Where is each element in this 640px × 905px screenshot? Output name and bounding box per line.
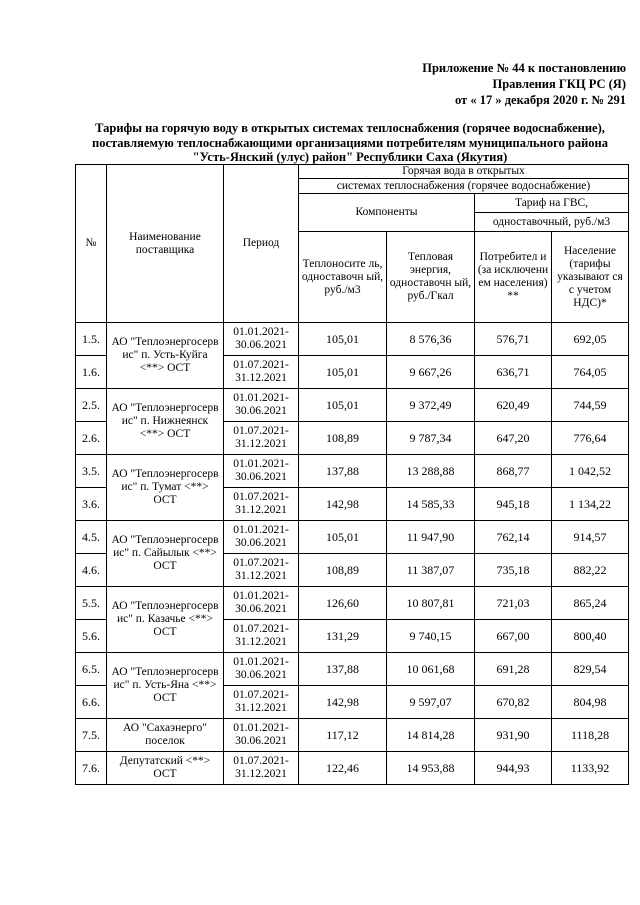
header-population: Население (тарифы указывают ся с учетом НДС)* (552, 232, 629, 323)
carrier-tariff: 105,01 (299, 389, 387, 422)
consumers-tariff: 721,03 (475, 587, 552, 620)
tariff-table (75, 164, 629, 785)
supplier-name: Депутатский <**> ОСТ (107, 752, 224, 785)
row-number: 7.6. (76, 752, 107, 785)
period: 01.07.2021- 31.12.2021 (224, 488, 299, 521)
supplier-name: АО "Теплоэнергосерв ис" п. Казачье <**> ОСТ (107, 587, 224, 653)
supplier-name: АО "Теплоэнергосерв ис" п. Усть-Куйга <**> ОСТ (107, 323, 224, 389)
carrier-tariff: 108,89 (299, 422, 387, 455)
consumers-tariff: 647,20 (475, 422, 552, 455)
document-title (60, 121, 640, 165)
table-row (76, 752, 629, 785)
energy-tariff: 14 814,28 (387, 719, 475, 752)
carrier-tariff: 137,88 (299, 455, 387, 488)
table-row (76, 521, 629, 554)
header-components: Компоненты (299, 194, 475, 232)
consumers-tariff: 620,49 (475, 389, 552, 422)
energy-tariff: 8 576,36 (387, 323, 475, 356)
header-supplier: Наименование поставщика (107, 165, 224, 323)
row-number: 5.5. (76, 587, 107, 620)
header-energy: Тепловая энергия, одноставочн ый, руб./Гкал (387, 232, 475, 323)
carrier-tariff: 105,01 (299, 356, 387, 389)
period: 01.07.2021- 31.12.2021 (224, 686, 299, 719)
header-period: Период (224, 165, 299, 323)
header-tariff-a: Тариф на ГВС, (475, 194, 629, 213)
population-tariff: 829,54 (552, 653, 629, 686)
population-tariff: 776,64 (552, 422, 629, 455)
row-number: 5.6. (76, 620, 107, 653)
period: 01.07.2021- 31.12.2021 (224, 356, 299, 389)
carrier-tariff: 131,29 (299, 620, 387, 653)
row-number: 2.6. (76, 422, 107, 455)
consumers-tariff: 944,93 (475, 752, 552, 785)
period: 01.07.2021- 31.12.2021 (224, 554, 299, 587)
carrier-tariff: 126,60 (299, 587, 387, 620)
table-row (76, 323, 629, 356)
row-number: 1.5. (76, 323, 107, 356)
supplier-name: АО "Теплоэнергосерв ис" п. Тумат <**> ОСТ (107, 455, 224, 521)
period: 01.01.2021- 30.06.2021 (224, 653, 299, 686)
energy-tariff: 9 787,34 (387, 422, 475, 455)
energy-tariff: 13 288,88 (387, 455, 475, 488)
consumers-tariff: 762,14 (475, 521, 552, 554)
period: 01.07.2021- 31.12.2021 (224, 620, 299, 653)
consumers-tariff: 931,90 (475, 719, 552, 752)
consumers-tariff: 735,18 (475, 554, 552, 587)
population-tariff: 1133,92 (552, 752, 629, 785)
energy-tariff: 11 947,90 (387, 521, 475, 554)
row-number: 3.5. (76, 455, 107, 488)
population-tariff: 764,05 (552, 356, 629, 389)
consumers-tariff: 945,18 (475, 488, 552, 521)
header-tariff-b: одноставочный, руб./м3 (475, 213, 629, 232)
period: 01.01.2021- 30.06.2021 (224, 719, 299, 752)
population-tariff: 914,57 (552, 521, 629, 554)
supplier-name: АО "Теплоэнергосерв ис" п. Нижнеянск <**> ОСТ (107, 389, 224, 455)
table-row (76, 455, 629, 488)
row-number: 4.5. (76, 521, 107, 554)
carrier-tariff: 122,46 (299, 752, 387, 785)
consumers-tariff: 868,77 (475, 455, 552, 488)
consumers-tariff: 576,71 (475, 323, 552, 356)
supplier-name: АО "Теплоэнергосерв ис" п. Сайылык <**> ОСТ (107, 521, 224, 587)
population-tariff: 804,98 (552, 686, 629, 719)
population-tariff: 800,40 (552, 620, 629, 653)
energy-tariff: 14 585,33 (387, 488, 475, 521)
header-group-a: Горячая вода в открытых (299, 165, 629, 179)
row-number: 4.6. (76, 554, 107, 587)
consumers-tariff: 670,82 (475, 686, 552, 719)
energy-tariff: 14 953,88 (387, 752, 475, 785)
row-number: 6.6. (76, 686, 107, 719)
energy-tariff: 9 372,49 (387, 389, 475, 422)
supplier-name: АО "Теплоэнергосерв ис" п. Усть-Яна <**> ОСТ (107, 653, 224, 719)
carrier-tariff: 108,89 (299, 554, 387, 587)
row-number: 6.5. (76, 653, 107, 686)
period: 01.07.2021- 31.12.2021 (224, 752, 299, 785)
population-tariff: 1 042,52 (552, 455, 629, 488)
period: 01.01.2021- 30.06.2021 (224, 587, 299, 620)
header-consumers: Потребител и (за исключени ем населения) ** (475, 232, 552, 323)
title-line-1: Тарифы на горячую воду в открытых системах теплоснабжения (горячее водоснабжение), (95, 121, 605, 135)
row-number: 2.5. (76, 389, 107, 422)
table-row (76, 653, 629, 686)
carrier-tariff: 117,12 (299, 719, 387, 752)
row-number: 1.6. (76, 356, 107, 389)
consumers-tariff: 667,00 (475, 620, 552, 653)
period: 01.01.2021- 30.06.2021 (224, 389, 299, 422)
population-tariff: 692,05 (552, 323, 629, 356)
population-tariff: 865,24 (552, 587, 629, 620)
period: 01.01.2021- 30.06.2021 (224, 323, 299, 356)
supplier-name: АО "Сахаэнерго" поселок (107, 719, 224, 752)
population-tariff: 882,22 (552, 554, 629, 587)
energy-tariff: 11 387,07 (387, 554, 475, 587)
consumers-tariff: 636,71 (475, 356, 552, 389)
energy-tariff: 9 667,26 (387, 356, 475, 389)
period: 01.01.2021- 30.06.2021 (224, 455, 299, 488)
population-tariff: 1 134,22 (552, 488, 629, 521)
carrier-tariff: 142,98 (299, 488, 387, 521)
approval-note (422, 60, 626, 108)
period: 01.01.2021- 30.06.2021 (224, 521, 299, 554)
approval-line-3: от « 17 » декабря 2020 г. № 291 (454, 93, 626, 107)
table-row (76, 719, 629, 752)
title-line-2: поставляемую теплоснабжающими организациями потребителям муниципального района (92, 135, 608, 150)
row-number: 7.5. (76, 719, 107, 752)
header-num: № (76, 165, 107, 323)
energy-tariff: 9 597,07 (387, 686, 475, 719)
population-tariff: 744,59 (552, 389, 629, 422)
row-number: 3.6. (76, 488, 107, 521)
period: 01.07.2021- 31.12.2021 (224, 422, 299, 455)
carrier-tariff: 142,98 (299, 686, 387, 719)
table-row (76, 389, 629, 422)
carrier-tariff: 137,88 (299, 653, 387, 686)
table-row (76, 587, 629, 620)
carrier-tariff: 105,01 (299, 323, 387, 356)
title-line-3: "Усть-Янский (улус) район" Республики Саха (Якутия) (192, 150, 508, 164)
energy-tariff: 9 740,15 (387, 620, 475, 653)
approval-line-1: Приложение № 44 к постановлению (422, 61, 626, 75)
consumers-tariff: 691,28 (475, 653, 552, 686)
energy-tariff: 10 061,68 (387, 653, 475, 686)
header-carrier: Теплоносите ль, одноставочн ый, руб./м3 (299, 232, 387, 323)
carrier-tariff: 105,01 (299, 521, 387, 554)
approval-line-2: Правления ГКЦ РС (Я) (492, 77, 626, 91)
header-group-b: системах теплоснабжения (горячее водоснабжение) (299, 179, 629, 194)
energy-tariff: 10 807,81 (387, 587, 475, 620)
population-tariff: 1118,28 (552, 719, 629, 752)
